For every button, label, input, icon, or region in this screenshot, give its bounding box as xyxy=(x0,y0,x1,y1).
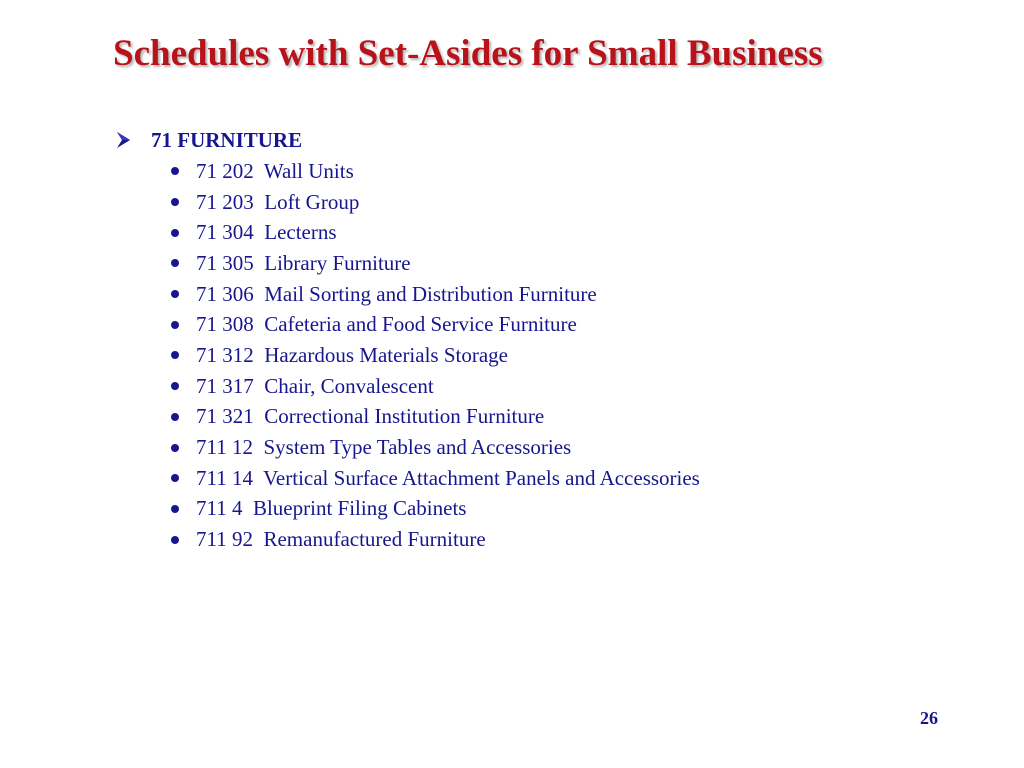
bullet-dot-icon xyxy=(171,474,179,482)
arrow-bullet-icon xyxy=(114,130,134,150)
list-item-text: 71 321 Correctional Institution Furniture xyxy=(196,404,545,429)
list-item xyxy=(114,432,700,463)
list-item-text: 71 304 Lecterns xyxy=(196,220,337,245)
slide-title: Schedules with Set-Asides for Small Business xyxy=(113,33,823,74)
bullet-dot-icon xyxy=(171,259,179,267)
list-item xyxy=(114,248,700,279)
list-item xyxy=(114,279,700,310)
list-item-text: 71 203 Loft Group xyxy=(196,189,360,214)
list-item-text: 71 312 Hazardous Materials Storage xyxy=(196,342,508,367)
list-item xyxy=(114,371,700,402)
section-heading xyxy=(114,126,700,154)
list-item xyxy=(114,309,700,340)
list-item-text: 711 14 Vertical Surface Attachment Panels and Accessories xyxy=(196,465,700,490)
list-item xyxy=(114,217,700,248)
list-item-text: 71 308 Cafeteria and Food Service Furniture xyxy=(196,312,577,337)
bullet-dot-icon xyxy=(171,290,179,298)
list-item-text: 711 92 Remanufactured Furniture xyxy=(196,527,486,552)
list-item xyxy=(114,402,700,433)
bullet-dot-icon xyxy=(171,413,179,421)
bullet-dot-icon xyxy=(171,536,179,544)
bullet-dot-icon xyxy=(171,198,179,206)
list-item xyxy=(114,524,700,555)
schedule-list xyxy=(114,156,700,555)
furniture-section xyxy=(114,126,700,555)
bullet-dot-icon xyxy=(171,321,179,329)
list-item xyxy=(114,156,700,187)
list-item xyxy=(114,494,700,525)
bullet-dot-icon xyxy=(171,505,179,513)
list-item-text: 71 317 Chair, Convalescent xyxy=(196,373,434,398)
bullet-dot-icon xyxy=(171,444,179,452)
bullet-dot-icon xyxy=(171,229,179,237)
page-number: 26 xyxy=(920,708,938,728)
section-heading-label: 71 FURNITURE xyxy=(151,127,303,152)
bullet-dot-icon xyxy=(171,167,179,175)
list-item-text: 711 4 Blueprint Filing Cabinets xyxy=(196,496,467,521)
bullet-dot-icon xyxy=(171,382,179,390)
list-item-text: 71 305 Library Furniture xyxy=(196,250,411,275)
list-item-text: 71 202 Wall Units xyxy=(196,158,354,183)
list-item xyxy=(114,340,700,371)
list-item-text: 71 306 Mail Sorting and Distribution Furniture xyxy=(196,281,597,306)
bullet-dot-icon xyxy=(171,351,179,359)
list-item xyxy=(114,187,700,218)
list-item xyxy=(114,463,700,494)
list-item-text: 711 12 System Type Tables and Accessories xyxy=(196,435,572,460)
